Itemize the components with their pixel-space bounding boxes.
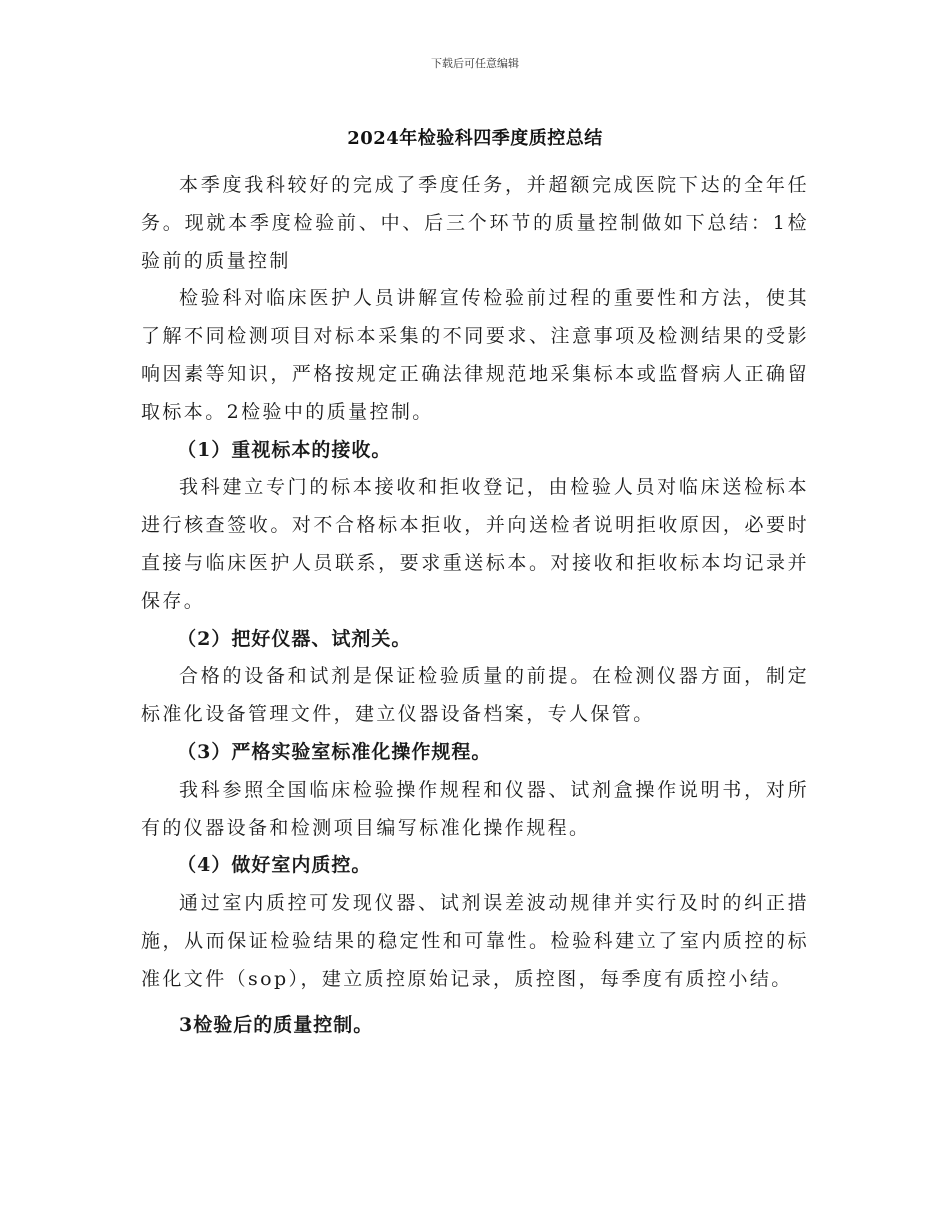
pre-analysis-paragraph: 检验科对临床医护人员讲解宣传检验前过程的重要性和方法，使其了解不同检测项目对标本采集的不同要求、注意事项及检测结果的受影响因素等知识，严格按规定正确法律规范地采集标本或监督病人正确留取标本。2检验中的质量控制。 [141, 287, 809, 423]
item-body-2: 合格的设备和试剂是保证检验质量的前提。在检测仪器方面，制定标准化设备管理文件，建立仪器设备档案，专人保管。 [141, 665, 809, 726]
item-heading-2: （2）把好仪器、试剂关。 [177, 627, 412, 650]
intro-paragraph: 本季度我科较好的完成了季度任务，并超额完成医院下达的全年任务。现就本季度检验前、中、后三个环节的质量控制做如下总结：1检验前的质量控制 [141, 174, 809, 272]
document-title: 2024年检验科四季度质控总结 [347, 128, 603, 149]
page-header-note: 下载后可任意编辑 [431, 57, 519, 70]
item-heading-1: （1）重视标本的接收。 [177, 438, 392, 461]
post-analysis-heading: 3检验后的质量控制。 [179, 1013, 374, 1036]
item-body-1: 我科建立专门的标本接收和拒收登记，由检验人员对临床送检标本进行核查签收。对不合格标本拒收，并向送检者说明拒收原因，必要时直接与临床医护人员联系，要求重送标本。对接收和拒收标本均记录并保存。 [141, 476, 809, 612]
document-body [141, 167, 809, 1044]
item-body-3: 我科参照全国临床检验操作规程和仪器、试剂盒操作说明书，对所有的仪器设备和检测项目编写标准化操作规程。 [141, 778, 809, 839]
item-heading-3: （3）严格实验室标准化操作规程。 [177, 740, 492, 763]
item-body-4: 通过室内质控可发现仪器、试剂误差波动规律并实行及时的纠正措施，从而保证检验结果的稳定性和可靠性。检验科建立了室内质控的标准化文件（sop），建立质控原始记录，质控图，每季度有质控小结。 [141, 892, 809, 990]
item-heading-4: （4）做好室内质控。 [177, 854, 372, 877]
